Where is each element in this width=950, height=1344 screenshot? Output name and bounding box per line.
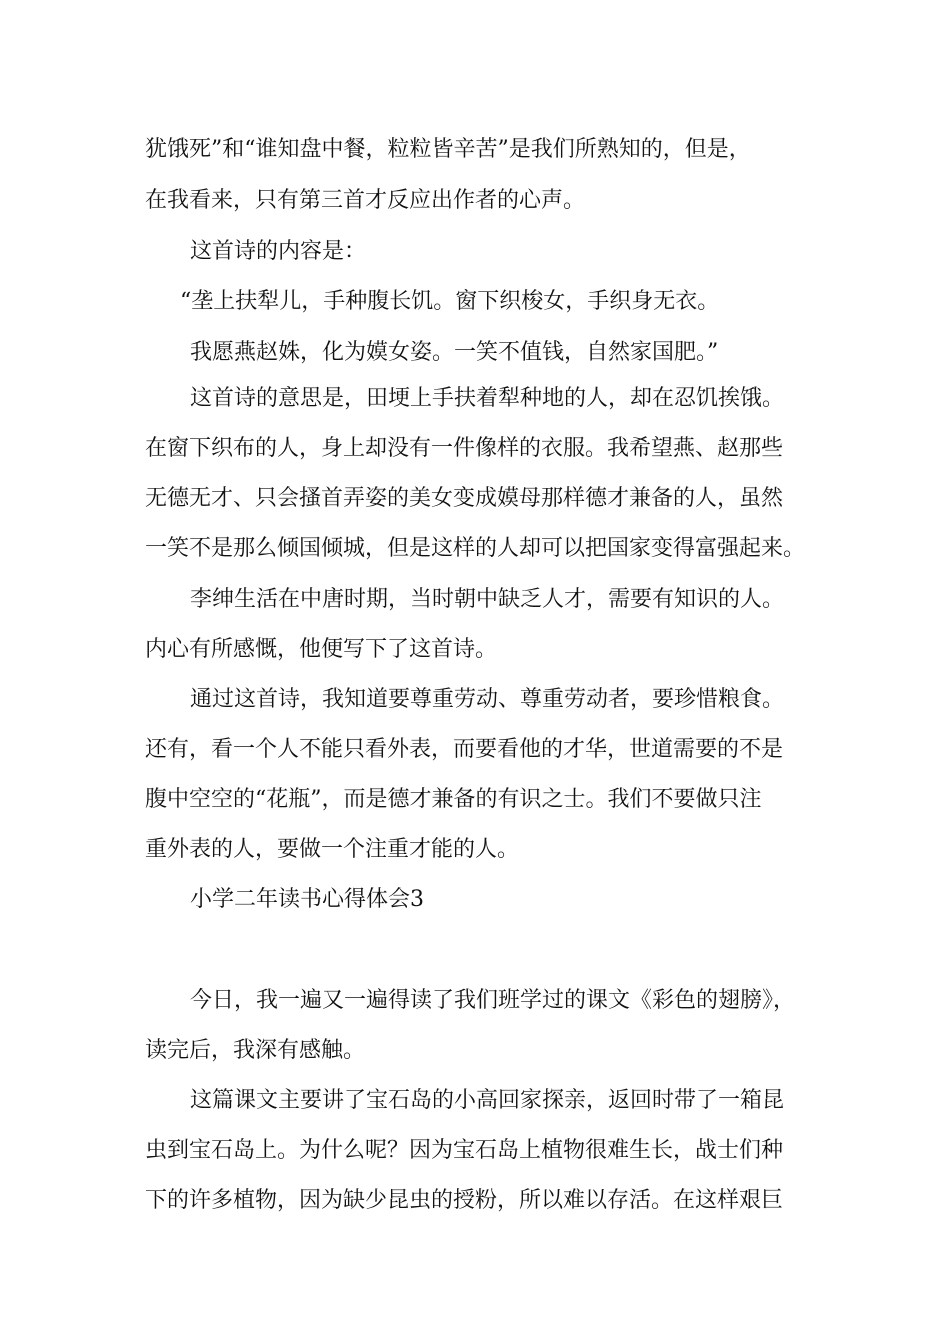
text-line: 在我看来，只有第三首才反应出作者的心声。: [145, 188, 586, 213]
text-line: 无德无才、只会搔首弄姿的美女变成嫫母那样德才兼备的人，虽然: [145, 486, 784, 511]
text-line: 犹饿死”和“谁知盘中餐，粒粒皆辛苦”是我们所熟知的，但是，: [145, 137, 751, 162]
text-line: 下的许多植物，因为缺少昆虫的授粉，所以难以存活。在这样艰巨: [145, 1188, 784, 1213]
text-line: 读完后，我深有感触。: [145, 1038, 366, 1063]
text-line: 今日，我一遍又一遍得读了我们班学过的课文《彩色的翅膀》，: [190, 988, 796, 1013]
poem-line: “垄上扶犁儿，手种腹长饥。窗下织梭女，手织身无衣。: [180, 289, 720, 314]
text-line: 通过这首诗，我知道要尊重劳动、尊重劳动者，要珍惜粮食。: [190, 687, 785, 712]
text-line: 李绅生活在中唐时期，当时朝中缺乏人才，需要有知识的人。: [190, 587, 785, 612]
text-line: 还有，看一个人不能只看外表，而要看他的才华，世道需要的不是: [145, 737, 784, 762]
text-line: 这首诗的内容是：: [190, 239, 367, 264]
text-line: 在窗下织布的人，身上却没有一件像样的衣服。我希望燕、赵那些: [145, 436, 784, 461]
text-line: 一笑不是那么倾国倾城，但是这样的人却可以把国家变得富强起来。: [145, 536, 806, 561]
text-line: 虫到宝石岛上。为什么呢？因为宝石岛上植物很难生长，战士们种: [145, 1138, 784, 1163]
text-line: 这首诗的意思是，田埂上手扶着犁种地的人，却在忍饥挨饿。: [190, 386, 785, 411]
text-line: 重外表的人，要做一个注重才能的人。: [145, 837, 520, 862]
text-line: 内心有所感慨，他便写下了这首诗。: [145, 637, 498, 662]
text-line: 腹中空空的“花瓶”，而是德才兼备的有识之士。我们不要做只注: [145, 787, 762, 812]
poem-line: 我愿燕赵姝，化为嫫女姿。一笑不值钱，自然家国肥。”: [190, 340, 719, 365]
text-line: 这篇课文主要讲了宝石岛的小高回家探亲，返回时带了一箱昆: [190, 1088, 785, 1113]
section-heading: 小学二年读书心得体会3: [190, 887, 424, 912]
